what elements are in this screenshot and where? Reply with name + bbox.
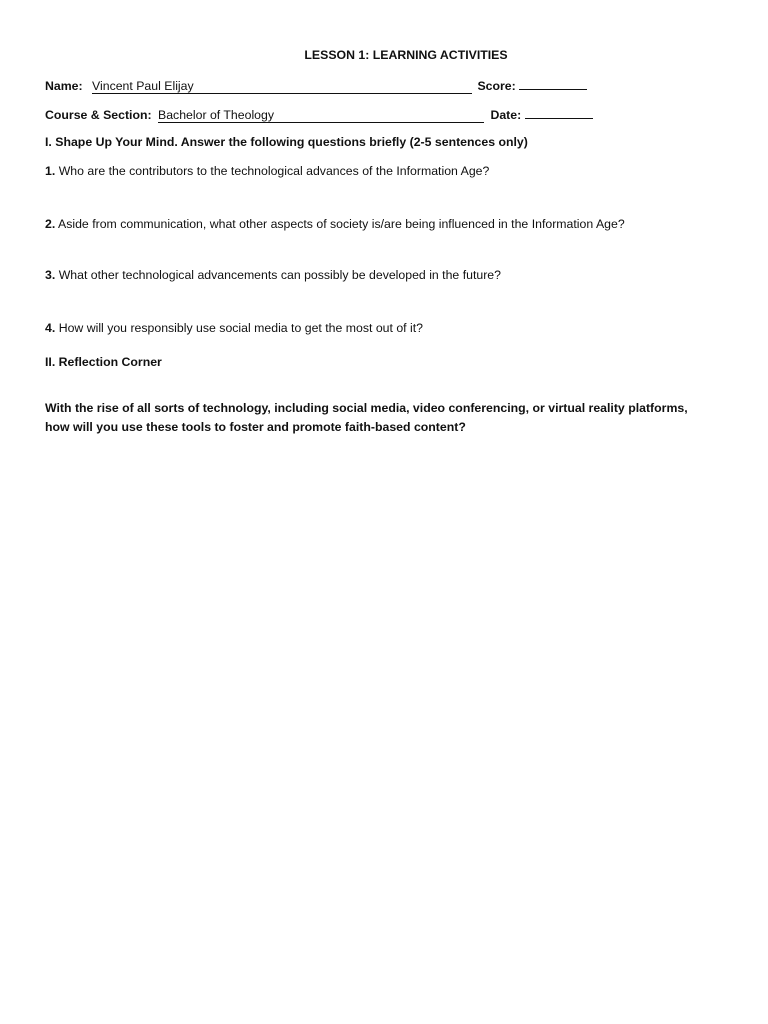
question-1 <box>45 164 489 178</box>
course-value: Bachelor of Theology <box>158 108 275 122</box>
name-value: Vincent Paul Elijay <box>92 79 194 93</box>
course-label: Course & Section: <box>45 108 152 122</box>
question-2 <box>45 217 625 231</box>
question-number: 1. <box>45 164 56 178</box>
question-text: What other technological advancements can possibly be developed in the future? <box>58 268 501 282</box>
name-row <box>45 77 587 94</box>
section2-heading: II. Reflection Corner <box>45 355 162 369</box>
score-field[interactable] <box>519 77 587 90</box>
date-field[interactable] <box>525 106 593 119</box>
question-text: Who are the contributors to the technological advances of the Information Age? <box>58 164 490 178</box>
reflection-prompt: With the rise of all sorts of technology, including social media, video conferencing, or virtual reality platforms, how will you use these tools to foster and promote faith-based content? <box>45 401 688 434</box>
question-number: 4. <box>45 321 56 335</box>
course-field[interactable] <box>158 109 484 123</box>
question-text: Aside from communication, what other aspects of society is/are being influenced in the Information Age? <box>58 217 625 231</box>
question-number: 3. <box>45 268 56 282</box>
question-4 <box>45 321 423 335</box>
question-text: How will you responsibly use social media to get the most out of it? <box>58 321 423 335</box>
name-field[interactable] <box>92 80 472 94</box>
score-label: Score: <box>477 79 516 93</box>
course-row <box>45 106 593 123</box>
date-label: Date: <box>490 108 522 122</box>
question-3 <box>45 268 501 282</box>
page-title: LESSON 1: LEARNING ACTIVITIES <box>304 48 508 62</box>
question-number: 2. <box>45 217 56 231</box>
section1-heading: I. Shape Up Your Mind. Answer the following questions briefly (2-5 sentences only) <box>45 135 528 149</box>
name-label: Name: <box>45 79 83 93</box>
